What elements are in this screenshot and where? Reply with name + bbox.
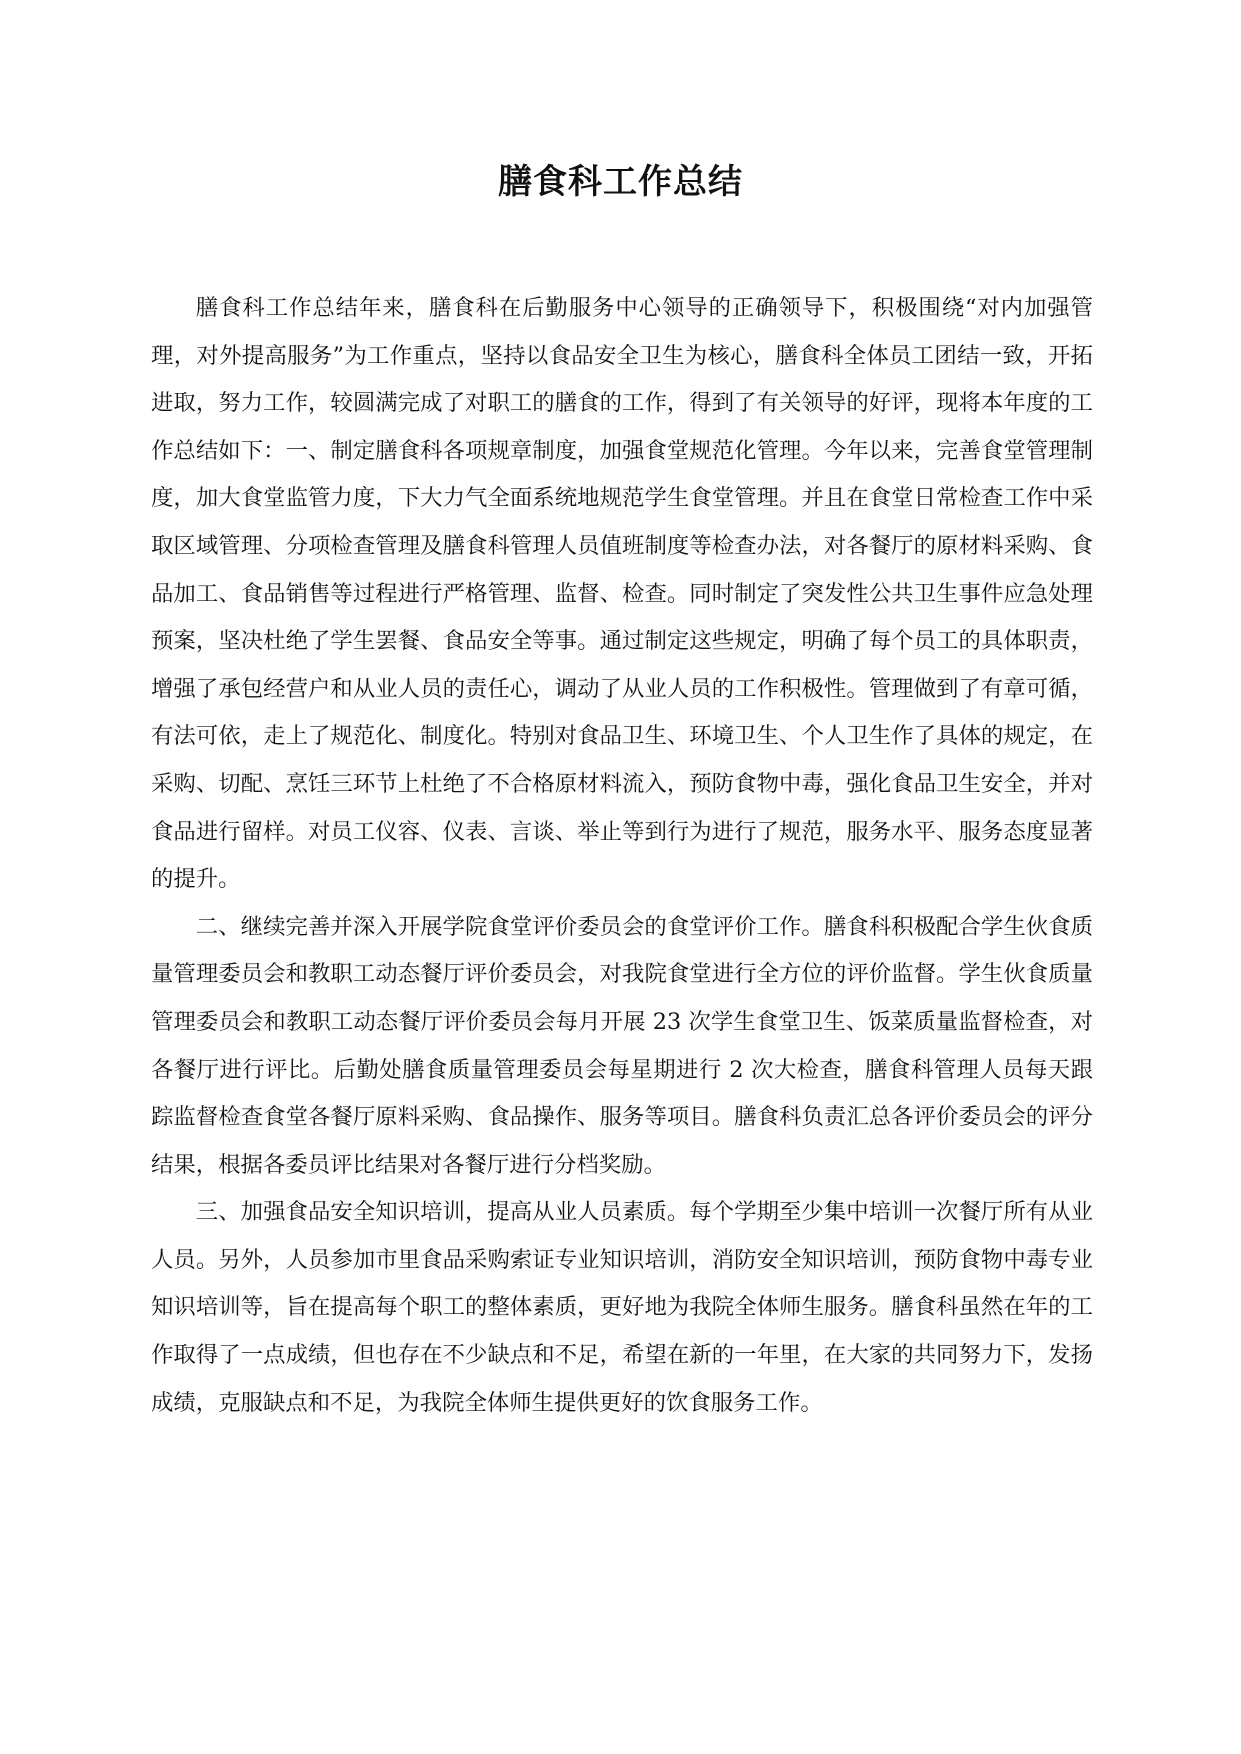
paragraph-2: 二、继续完善并深入开展学院食堂评价委员会的食堂评价工作。膳食科积极配合学生伙食质量管理委员会和教职工动态餐厅评价委员会，对我院食堂进行全方位的评价监督。学生伙食质量管理委员会和教职工动态餐厅评价委员会每月开展 23 次学生食堂卫生、饭菜质量监督检查，对各餐厅进行评比。后勤处膳食质量管理委员会每星期进行 2 次大检查，膳食科管理人员每天跟踪监督检查食堂各餐厅原料采购、食品操作、服务等项目。膳食科负责汇总各评价委员会的评分结果，根据各委员评比结果对各餐厅进行分档奖励。 [151,913,1093,1178]
document-body [151,285,1093,1427]
document-title: 膳食科工作总结 [498,162,743,202]
paragraph-3: 三、加强食品安全知识培训，提高从业人员素质。每个学期至少集中培训一次餐厅所有从业人员。另外，人员参加市里食品采购索证专业知识培训，消防安全知识培训，预防食物中毒专业知识培训等，旨在提高每个职工的整体素质，更好地为我院全体师生服务。膳食科虽然在年的工作取得了一点成绩，但也存在不少缺点和不足，希望在新的一年里，在大家的共同努力下，发扬成绩，克服缺点和不足，为我院全体师生提供更好的饮食服务工作。 [151,1199,1093,1416]
paragraph-1: 膳食科工作总结年来，膳食科在后勤服务中心领导的正确领导下，积极围绕“对内加强管理，对外提高服务”为工作重点，坚持以食品安全卫生为核心，膳食科全体员工团结一致，开拓进取，努力工作，较圆满完成了对职工的膳食的工作，得到了有关领导的好评，现将本年度的工作总结如下：一、制定膳食科各项规章制度，加强食堂规范化管理。今年以来，完善食堂管理制度，加大食堂监管力度，下大力气全面系统地规范学生食堂管理。并且在食堂日常检查工作中采取区域管理、分项检查管理及膳食科管理人员值班制度等检查办法，对各餐厅的原材料采购、食品加工、食品销售等过程进行严格管理、监督、检查。同时制定了突发性公共卫生事件应急处理预案，坚决杜绝了学生罢餐、食品安全等事。通过制定这些规定，明确了每个员工的具体职责，增强了承包经营户和从业人员的责任心，调动了从业人员的工作积极性。管理做到了有章可循，有法可依，走上了规范化、制度化。特别对食品卫生、环境卫生、个人卫生作了具体的规定，在采购、切配、烹饪三环节上杜绝了不合格原材料流入，预防食物中毒，强化食品卫生安全，并对食品进行留样。对员工仪容、仪表、言谈、举止等到行为进行了规范，服务水平、服务态度显著的提升。 [151,295,1093,893]
